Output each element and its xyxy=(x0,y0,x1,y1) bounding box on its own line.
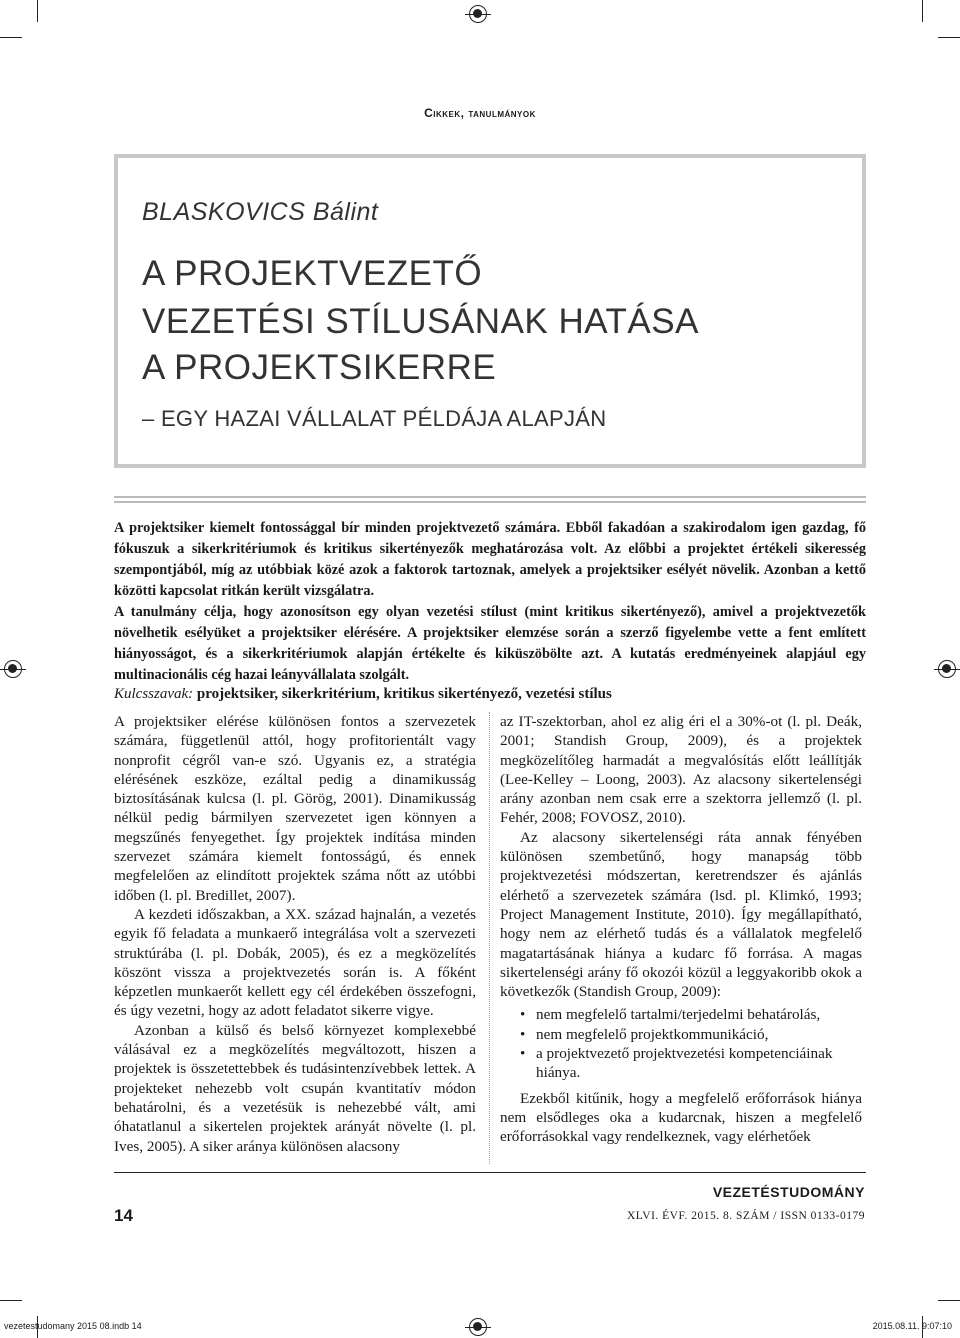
body-paragraph: az IT-szektorban, ahol ez alig éri el a 30%-ot (l. pl. Deák, 2001; Standish Group, 2009), és a projektek megközelítőleg harmadát a megvalósítás előtt leállítják (Lee-Kelley – Loong, 2003). Az alacsony sikertelenségi arány azonban nem csak erre a szektorra jellemző (l. pl. Fehér, 2008; FOVOSZ, 2010). xyxy=(500,713,862,827)
body-paragraph: A projektsiker elérése különösen fontos a szervezetek számára, függetlenül attól, hogy profitorientált vagy nonprofit cégről van-e szó. Ugyanis ez, a stratégia elérésének eszköze, ezáltal pedig a dinamikusság biztosításának kulcsa (l. pl. Görög, 2001). Dinamikusság nélkül pedig bármilyen szervezetet igen könnyen a megszűnés fenyegethet. Így projektek indítása minden szervezet számára kiemelt fontosságú, és ennek megfelelően az elindított projektek száma nőtt az utóbbi időben (l. pl. Bredillet, 2007). xyxy=(114,713,476,904)
list-item: • a projektvezető projektvezetési kompetenciáinak hiánya. xyxy=(520,1044,862,1083)
keywords xyxy=(114,686,866,703)
subtitle: – EGY HAZAI VÁLLALAT PÉLDÁJA ALAPJÁN xyxy=(142,406,607,431)
bullet-list xyxy=(500,1005,862,1082)
crop-mark xyxy=(0,1300,22,1301)
body-column-right xyxy=(500,712,862,1147)
abstract-paragraph: A tanulmány célja, hogy azonosítson egy olyan vezetési stílust (mint kritikus sikertényező), amivel a projektvezetők növelhetik esélyüket a projektsiker elérésére. A projektsiker elemzése során a szerző figyelembe vette a fent említett hiányosságot, és a sikerkritériumok alapján értékelte és kiküszöbölte azt. A kutatás eredményeinek alapjául egy multinacionális cég hazai leányvállalata szolgált. xyxy=(114,604,866,683)
crop-mark xyxy=(0,37,22,38)
keywords-text: projektsiker, sikerkritérium, kritikus sikertényező, vezetési stílus xyxy=(196,686,612,702)
abstract xyxy=(114,518,866,686)
crop-mark xyxy=(938,1300,960,1301)
section-header: Cikkek, tanulmányok xyxy=(424,106,536,120)
body-column-left xyxy=(114,712,476,1156)
column-separator xyxy=(489,712,490,1164)
issue-info: XLVI. ÉVF. 2015. 8. SZÁM / ISSN 0133-0179 xyxy=(627,1210,865,1222)
title-line-1: A PROJEKTVEZETŐ xyxy=(142,254,483,293)
crop-mark xyxy=(37,0,38,22)
title-box xyxy=(114,154,866,468)
print-slug-timestamp: 2015.08.11. 9:07:10 xyxy=(872,1321,952,1331)
registration-mark-icon xyxy=(469,1318,487,1336)
title-line-2: VEZETÉSI STÍLUSÁNAK HATÁSA xyxy=(142,302,699,341)
body-paragraph: Az alacsony sikertelenségi ráta annak fényében különösen szembetűnő, hogy manapság több projektvezetési módszertan, keretrendszer és ajánlás elérhető a szervezetek számára (lsd. pl. Klimkó, 1993; Project Management Institute, 2010). Így megállapítható, hogy nem az elérhető tudás és a vállalatok megfelelő magatartásának hiánya a kudarc fő forrása. A magas sikertelenségi arány fő okozói közül a leggyakoribb okok a következők (Standish Group, 2009): xyxy=(500,828,862,1001)
author: BLASKOVICS Bálint xyxy=(142,198,379,226)
keywords-label: Kulcsszavak: xyxy=(114,686,194,702)
crop-mark xyxy=(938,37,960,38)
body-paragraph: Ezekből kitűnik, hogy a megfelelő erőforrások hiánya nem elsődleges oka a kudarcnak, hiszen a megfelelő erőforrásokkal vagy rendelkeznek, vagy elérhetőek xyxy=(500,1089,862,1146)
body-paragraph: Azonban a külső és belső környezet komplexebbé válásával ez a megközelítés megváltozott, hiszen a projektek is összetettebbek és tudásintenzívebbek lettek. A projekteket nehezebb volt csupán kvantitatív módon behatárolni, és a vezetésük is nehezebbé vált, ami óhatatlanul a sikertelen projektek arányát növelte (l. pl. Ives, 2005). A siker aránya különösen alacsony xyxy=(114,1021,476,1155)
abstract-paragraph: A projektsiker kiemelt fontossággal bír minden projektvezető számára. Ebből fakadóan a szakirodalom igen gazdag, fő fókuszuk a sikerkritériumok és kritikus sikertényezők meghatározása volt. Az előbbi a projektet értékeli sikeresség szempontjából, míg az utóbbiak közé azok a faktorok tartoznak, amelyek a projektsiker esélyét növelik. Azonban a kettő közötti kapcsolat ritkán került vizsgálatra. xyxy=(114,520,866,599)
page-number: 14 xyxy=(114,1206,133,1225)
registration-mark-icon xyxy=(938,660,956,678)
registration-mark-icon xyxy=(469,5,487,23)
registration-mark-icon xyxy=(4,660,22,678)
list-item: • nem megfelelő tartalmi/terjedelmi behatárolás, xyxy=(520,1005,862,1024)
divider xyxy=(114,496,866,506)
list-item: • nem megfelelő projektkommunikáció, xyxy=(520,1025,862,1044)
print-slug-file: vezetestudomany 2015 08.indb 14 xyxy=(4,1321,142,1331)
journal-name: VEZETÉSTUDOMÁNY xyxy=(712,1184,865,1200)
footer-divider xyxy=(114,1172,866,1174)
body-paragraph: A kezdeti időszakban, a XX. század hajnalán, a vezetés egyik fő feladata a munkaerő integrálása volt a szervezeti struktúrába (l. pl. Dobák, 2005), és ez a megközelítés köszönt vissza a projektvezetés során is. A főként képzetlen munkaerőt kellett egy cél érdekében összefogni, és úgy vezetni, hogy az adott feladatot sikerre vigye. xyxy=(114,905,476,1020)
crop-mark xyxy=(922,0,923,22)
title-line-3: A PROJEKTSIKERRE xyxy=(142,348,497,387)
